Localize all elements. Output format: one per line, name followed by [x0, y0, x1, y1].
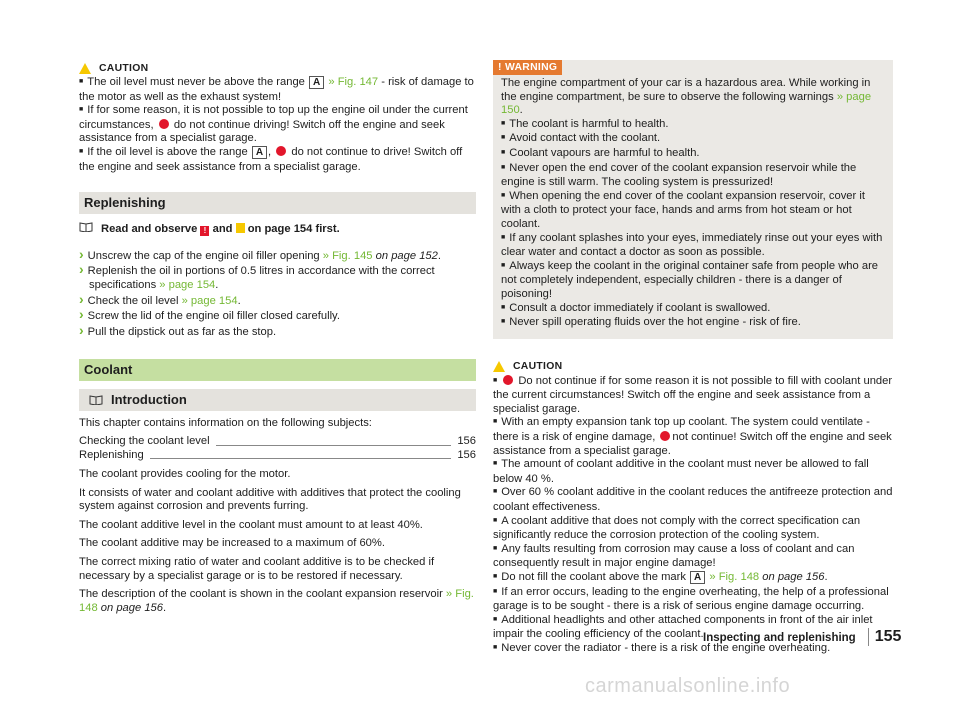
stop-dot-icon: [159, 119, 169, 129]
page-number: 155: [868, 628, 902, 646]
watermark: carmanualsonline.info: [585, 675, 791, 697]
step-item: › Pull the dipstick out as far as the stop.: [79, 324, 476, 340]
warning-intro: The engine compartment of your car is a hazardous area. While working in the engine compartment, be sure to observe the following warnings » page 150.: [501, 77, 872, 117]
caution-item: ■ The amount of coolant additive in the coolant must never be allowed to fall below 40 %.: [493, 458, 893, 486]
caution-label: CAUTION: [99, 62, 149, 74]
warning-icon: !: [498, 62, 502, 73]
paragraph: The coolant provides cooling for the motor.: [79, 468, 291, 481]
step-item: › Screw the lid of the engine oil filler closed carefully.: [79, 308, 476, 324]
caution-triangle-icon: [493, 361, 505, 372]
caution-label: CAUTION: [513, 361, 563, 373]
caution-item: ■ If for some reason, it is not possible to top up the engine oil under the current circumstances, do not continue driving! Switch off the engine and seek assistance from a specialist garage.: [79, 104, 476, 146]
section-heading-introduction: Introduction: [79, 389, 476, 411]
warning-item: ■ Avoid contact with the coolant.: [501, 132, 885, 147]
stop-dot-icon: [503, 375, 513, 385]
caution-box-oil: [79, 60, 476, 174]
book-icon: [79, 222, 93, 232]
right-column: [493, 60, 893, 657]
paragraph: The coolant additive may be increased to a maximum of 60%.: [79, 537, 385, 550]
toc-entry[interactable]: Replenishing 156: [79, 448, 476, 461]
warning-item: ■ Never spill operating fluids over the hot engine - risk of fire.: [501, 316, 885, 331]
steps-list: [79, 248, 476, 340]
step-item: › Unscrew the cap of the engine oil filler opening » Fig. 145 on page 152.: [79, 248, 476, 264]
caution-item: ■ If the oil level is above the range A , do not continue to drive! Switch off the engine and seek assistance from a specialist garage.: [79, 146, 476, 174]
page-footer: [703, 628, 901, 646]
chapter-heading-coolant: Coolant: [79, 359, 476, 381]
warning-item: ■ Never open the end cover of the coolant expansion reservoir while the engine is still warm. The cooling system is pressurized!: [501, 162, 885, 190]
paragraph: The correct mixing ratio of water and coolant additive is to be checked if necessary by a specialist garage or is to be restored if necessary.: [79, 556, 435, 582]
stop-dot-icon: [660, 431, 670, 441]
caution-item: ■ With an empty expansion tank top up coolant. The system could ventilate - there is a risk of engine damage, not continue! Switch off the engine and seek assistance from a specialist garage.: [493, 416, 893, 458]
caution-item: ■ If an error occurs, leading to the engine overheating, the help of a professional garage is to be sought - there is a risk of serious engine damage occurring.: [493, 586, 893, 614]
stop-dot-icon: [276, 146, 286, 156]
paragraph: It consists of water and coolant additive with additives that protect the cooling system against corrosion and prevents furring.: [79, 486, 461, 513]
caution-item: ■ The oil level must never be above the range A » Fig. 147 - risk of damage to the motor as well as the exhaust system!: [79, 76, 476, 104]
caution-item: ■ A coolant additive that does not comply with the correct specification can significantly reduce the corrosion protection of the cooling system.: [493, 515, 893, 543]
warning-label: ! WARNING: [493, 60, 562, 75]
paragraph: The coolant additive level in the coolant must amount to at least 40%.: [79, 518, 423, 531]
warning-item: ■ Consult a doctor immediately if coolant is swallowed.: [501, 302, 885, 317]
toc: [79, 435, 476, 462]
warning-item: ■ If any coolant splashes into your eyes, immediately rinse out your eyes with clear water and contact a doctor as soon as possible.: [501, 232, 885, 260]
toc-entry[interactable]: Checking the coolant level 156: [79, 434, 476, 447]
caution-triangle-icon: [79, 63, 91, 74]
footer-chapter-title: Inspecting and replenishing: [703, 632, 856, 644]
caution-item: ■ Any faults resulting from corrosion may cause a loss of coolant and can consequently result in major engine damage!: [493, 543, 893, 571]
fig-link[interactable]: » Fig. 147: [325, 76, 379, 88]
paragraph: The description of the coolant is shown in the coolant expansion reservoir » Fig. 148 on page 156.: [79, 588, 474, 614]
warning-item: ■ Coolant vapours are harmful to health.: [501, 147, 885, 162]
caution-item: ■ Do not fill the coolant above the mark A » Fig. 148 on page 156.: [493, 571, 893, 586]
intro-text: This chapter contains information on the following subjects:: [79, 417, 372, 430]
caution-box-coolant: [493, 359, 893, 657]
step-item: › Check the oil level » page 154.: [79, 293, 476, 309]
warning-item: ■ Always keep the coolant in the original container safe from people who are not completely independent, especially children - there is a danger of poisoning!: [501, 260, 885, 302]
mark-a-box: A: [690, 571, 705, 584]
warning-box: [493, 60, 893, 339]
caution-square-icon: [236, 223, 245, 233]
book-icon: [89, 395, 103, 405]
warning-item: ■ The coolant is harmful to health.: [501, 118, 885, 133]
warning-item: ■ When opening the end cover of the coolant expansion reservoir, cover it with a cloth to protect your face, hands and arms from hot steam or hot coolant.: [501, 190, 885, 232]
mark-a-box: A: [309, 76, 324, 89]
caution-item: ■ Never cover the radiator - there is a risk of the engine overheating.: [493, 642, 893, 657]
step-item: › Replenish the oil in portions of 0.5 litres in accordance with the correct specifications » page 154.: [79, 263, 476, 292]
left-column: [79, 60, 476, 615]
section-heading-replenishing: Replenishing: [79, 192, 476, 214]
read-observe-note: Read and observe ! and on page 154 first.: [79, 222, 476, 237]
caution-item: ■ Do not continue if for some reason it is not possible to fill with coolant under the current circumstances! Switch off the engine and seek assistance from a specialist garage.: [493, 375, 893, 417]
mark-a-box: A: [252, 146, 267, 159]
caution-item: ■ Over 60 % coolant additive in the coolant reduces the antifreeze protection and coolant effectiveness.: [493, 486, 893, 514]
warning-square-icon: !: [200, 226, 209, 236]
caution-item: ■ Additional headlights and other attached components in front of the air inlet impair the cooling efficiency of the coolant.: [493, 614, 893, 642]
